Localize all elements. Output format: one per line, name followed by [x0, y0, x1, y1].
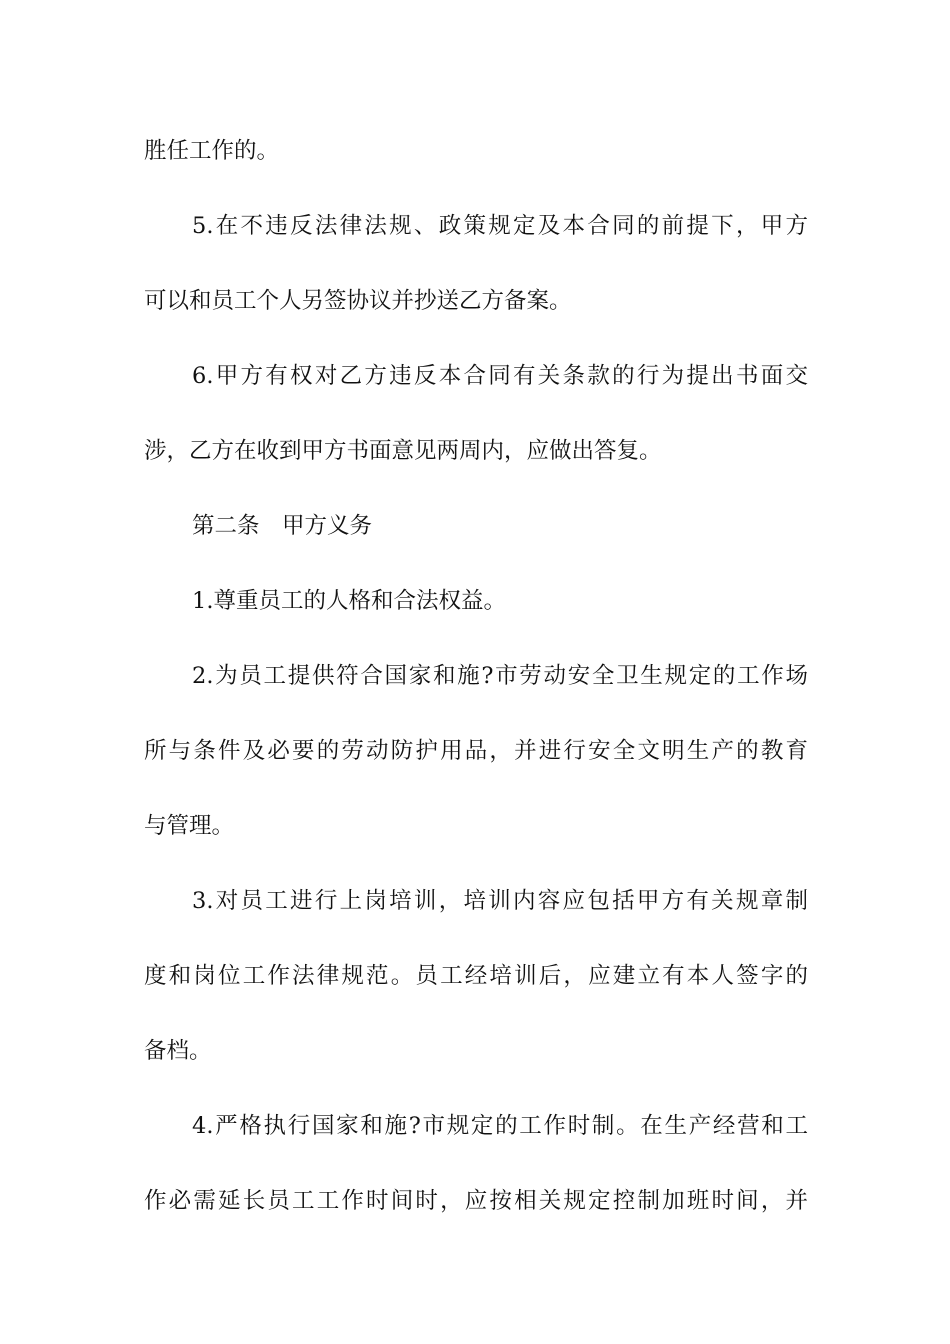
text-line-10: 与管理。	[144, 813, 235, 839]
text-line-3: 可以和员工个人另签协议并抄送乙方备案。	[144, 288, 572, 314]
text-line-15: 作必需延长员工工作时间时，应按相关规定控制加班时间，并	[144, 1188, 808, 1214]
text-line-4: 6.甲方有权对乙方违反本合同有关条款的行为提出书面交	[192, 363, 808, 389]
section-heading: 第二条 甲方义务	[192, 513, 373, 539]
text-line-9: 所与条件及必要的劳动防护用品，并进行安全文明生产的教育	[144, 738, 808, 764]
text-line-14: 4.严格执行国家和施?市规定的工作时制。在生产经营和工	[192, 1113, 808, 1139]
text-line-8: 2.为员工提供符合国家和施?市劳动安全卫生规定的工作场	[192, 663, 808, 689]
text-line-13: 备档。	[144, 1038, 212, 1064]
text-line-7: 1.尊重员工的人格和合法权益。	[192, 588, 506, 614]
text-line-11: 3.对员工进行上岗培训，培训内容应包括甲方有关规章制	[192, 888, 808, 914]
text-line-12: 度和岗位工作法律规范。员工经培训后，应建立有本人签字的	[144, 963, 808, 989]
text-line-5: 涉，乙方在收到甲方书面意见两周内，应做出答复。	[144, 438, 662, 464]
text-line-2: 5.在不违反法律法规、政策规定及本合同的前提下，甲方	[192, 213, 808, 239]
text-line-1: 胜任工作的。	[144, 138, 280, 164]
